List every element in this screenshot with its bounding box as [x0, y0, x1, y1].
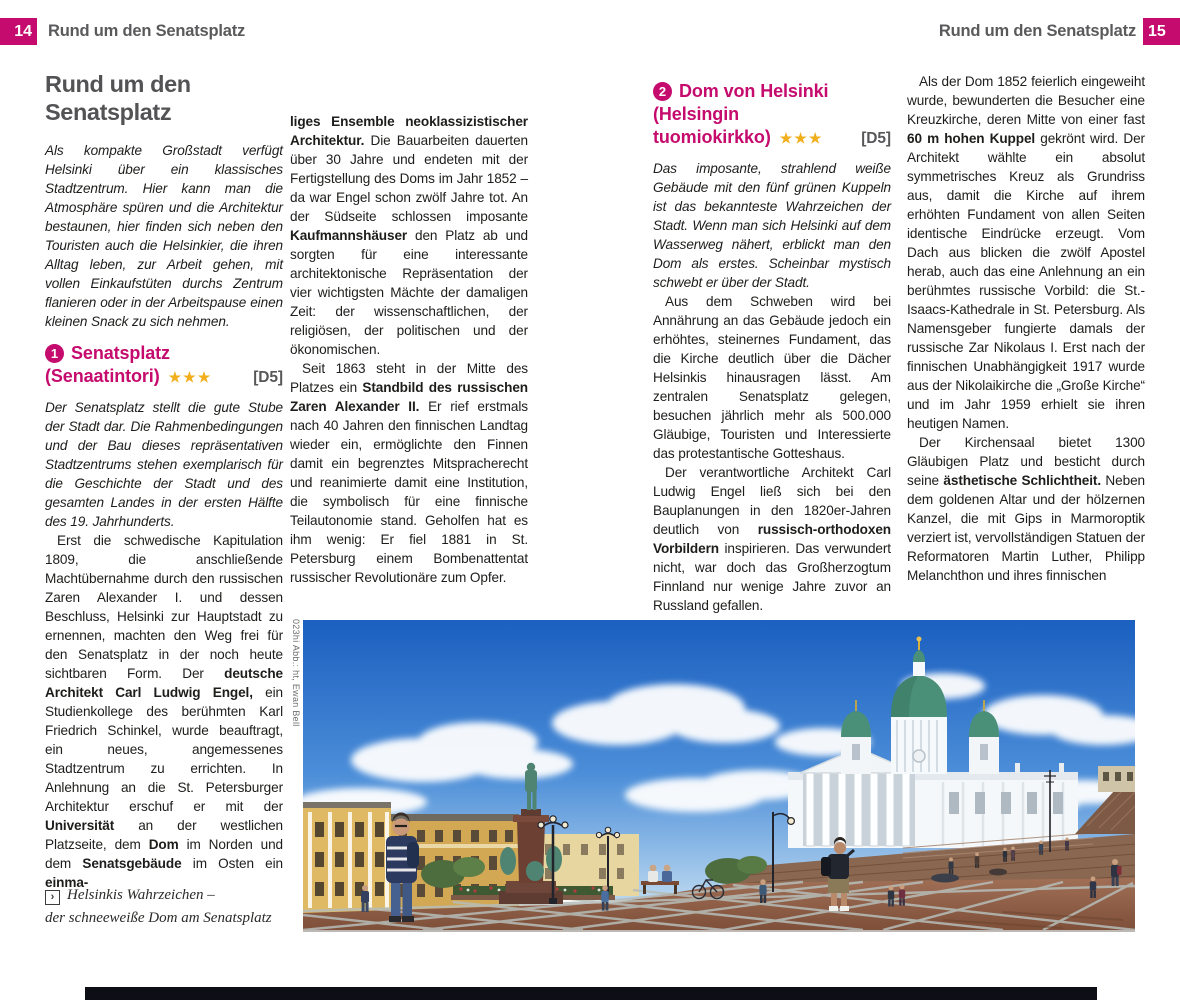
running-head-left [0, 18, 245, 45]
article-title: Rund um den Senatsplatz [45, 71, 191, 125]
map-grid-reference: [D5] [253, 368, 283, 386]
column-2 [290, 112, 528, 587]
photo-caption [45, 884, 295, 930]
poi-heading-dom [653, 80, 891, 150]
map-grid-reference: [D5] [861, 129, 891, 147]
body-paragraph: Erst die schwedische Kapitulation 1809, die anschließende Machtübernahme durch den russischen Zaren Alexander I. und dessen Beschluss, Helsinki zur Hauptstadt zu ernennen, machten den Weg frei für den Senatsplatz in der noch heute sichtbaren Form. Der deutsche Architekt Carl Ludwig Engel, ein Studienkollege des berühmten Karl Friedrich Schinkel, wurde beauftragt, ein neues, angemessenes Stadtzentrum zu errichten. In Anlehnung an die St. Petersburger Architektur erschuf er mit der Universität an der westlichen Platzseite, dem Dom im Norden und dem Senatsgebäude im Osten ein einma- [45, 533, 283, 890]
rating-stars: ★★★ [779, 130, 824, 146]
photo-senatsplatz-dom [303, 620, 1135, 930]
body-paragraph: liges Ensemble neoklassizistischer Architektur. Die Bauarbeiten dauerten über 30 Jahre und endeten mit der Fertigstellung des Doms im Jahr 1852 – da war Engel schon zwölf Jahre tot. An der Südseite schlossen imposante Kaufmannshäuser den Platz ab und sorgten für eine interessante architektonische Repräsentation der vier wichtigsten Mächte der damaligen Zeit: der wissenschaftlichen, der religiösen, der politischen und der ökonomischen. [290, 114, 528, 357]
body-paragraph: Aus dem Schweben wird bei Annährung an das Gebäude jedoch ein erhöhtes, steinernes Fundament, das die Kirche deutlich über die Dächer Helsinkis hinausragen lässt. Am zentralen Senatsplatz gelegen, besuchen jährlich mehr als 500.000 Gläubige, Touristen und Interessierte das protestantische Gotteshaus. [653, 294, 891, 461]
poi-name: Senatsplatz [71, 343, 170, 363]
page-number-14: 14 [0, 18, 37, 45]
caption-line2: der schneeweiße Dom am Senatsplatz [45, 910, 272, 926]
poi-number-badge-1: 1 [45, 344, 64, 363]
rating-stars: ★★★ [168, 369, 213, 385]
column-4 [907, 72, 1145, 585]
body-paragraph: Als der Dom 1852 feierlich eingeweiht wurde, bewunderten die Besucher eine Kreuzkirche, deren Mitte von einer fast 60 m hohen Kuppel gekrönt wird. Der Architekt wählte ein absolut symmetrisches Kreuz als Grundriss aus, damit die Kirche auf ihrem erhöhten Fundament von allen Seiten identische Eindrücke erzeugt. Vom Dach aus blicken die zwölf Apostel herab, auch das eine Anlehnung an ein berühmtes russische Vorbild: die St.-Isaacs-Kathedrale in St. Petersburg. Als Namensgeber fungierte damals der russische Zar Nikolaus I. Erst nach der finnischen Unabhängigkeit 1917 wurde aus der Nikolaikirche die „Große Kirche“ und im Jahr 1959 erhielt sie ihren heutigen Namen. [907, 74, 1145, 431]
caption-line1: Helsinkis Wahrzeichen – [67, 887, 215, 903]
caption-arrow-icon: › [45, 890, 60, 905]
page-number-15: 15 [1143, 18, 1180, 45]
poi-name: Dom von Helsinki [679, 81, 829, 101]
body-paragraph: Der verantwortliche Architekt Carl Ludwig Engel ließ sich bei den Bauplanungen in den 1820er-Jahren deutlich von russisch-orthodoxen Vorbildern inspirieren. Das verwundert nicht, war doch das Großherzogtum Finnland nur wenige Jahre zuvor an Russland gefallen. [653, 465, 891, 613]
lead-paragraph: Der Senatsplatz stellt die gute Stube der Stadt dar. Die Rahmenbedingungen und der Bau dieses repräsentativen Stadtzentrums stehen exemplarisch für die Geschichte der Stadt und des gesamten Landes in der ersten Hälfte des 19. Jahrhunderts. [45, 400, 283, 529]
poi-alt-name-line1: (Helsingin [653, 104, 740, 124]
poi-number-badge-2: 2 [653, 82, 672, 101]
running-head-right [939, 18, 1180, 45]
intro-paragraph: Als kompakte Großstadt verfügt Helsinki über ein klassisches Stadtzentrum. Hier kann man die Atmosphäre spüren und die Architektur bestaunen, hier finden sich neben den Touristen auch die Helsinkier, die ihren Alltag leben, zur Arbeit gehen, mit vollen Einkaufstüten durchs Zentrum flanieren oder in der Arbeitspause einen kleinen Snack zu sich nehmen. [45, 143, 283, 329]
running-title-right: Rund um den Senatsplatz [938, 22, 1136, 40]
column-3 [653, 80, 891, 615]
column-1 [45, 70, 283, 892]
photo-credit: 023hi Abb.: ht, Ewan Bell [291, 619, 301, 727]
poi-heading-senatsplatz [45, 342, 283, 389]
lead-paragraph: Das imposante, strahlend weiße Gebäude mit den fünf grünen Kuppeln ist das bekannteste Wahrzeichen der Stadt. Wenn man sich Helsinki auf dem Wasserweg nähert, erblickt man den Dom als erstes. Scheinbar mystisch schwebt er über der Stadt. [653, 161, 891, 290]
body-paragraph: Der Kirchensaal bietet 1300 Gläubigen Platz und besticht durch seine ästhetische Schlichtheit. Neben dem goldenen Altar und der hölzernen Kanzel, die mit Gips in Marmoroptik verziert ist, vervollständigen Statuen der Reformatoren Martin Luther, Philipp Melanchthon und ihres finnischen [907, 435, 1145, 583]
poi-alt-name: (Senaatintori) [45, 366, 160, 386]
poi-alt-name-line2: tuomiokirkko) [653, 127, 771, 147]
page-bottom-edge [85, 987, 1097, 1000]
body-paragraph: Seit 1863 steht in der Mitte des Platzes ein Standbild des russischen Zaren Alexander II. Er rief erstmals nach 40 Jahren den finnischen Landtag wieder ein, ermöglichte den Finnen damit ein begrenztes Mitspracherecht und reanimierte damit eine Institution, die symbolisch für eine finnische Teilautonomie stand. Geholfen hat es ihm wenig: Er fiel 1881 in St. Petersburg einem Bombenattentat russischer Revolutionäre zum Opfer. [290, 361, 529, 585]
running-title-left: Rund um den Senatsplatz [48, 22, 246, 40]
